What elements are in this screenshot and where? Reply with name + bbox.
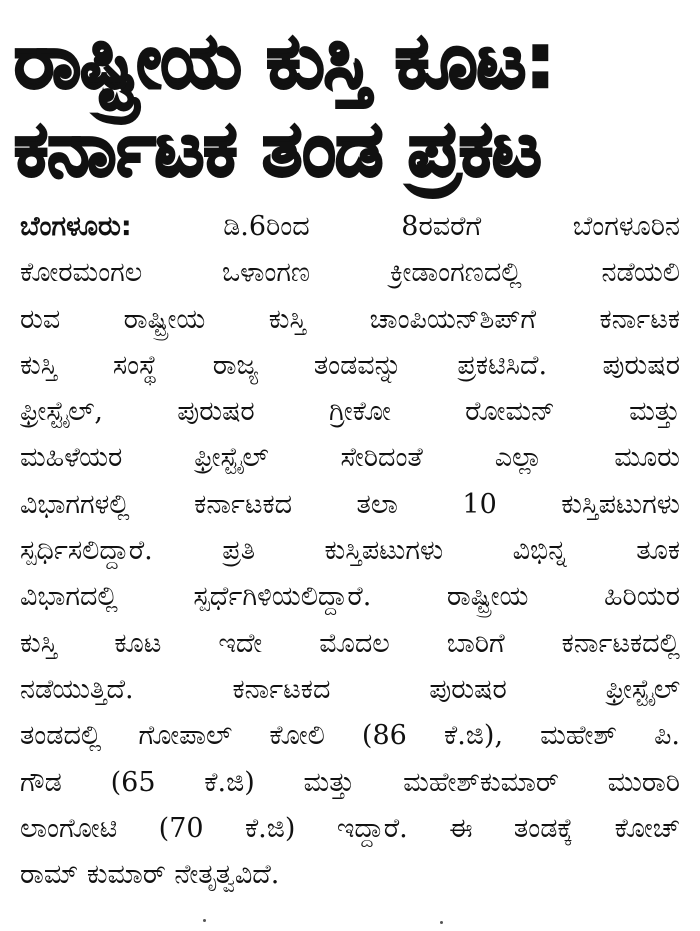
article-line: ಕುಸ್ತಿ ಸಂಸ್ಥೆ ರಾಜ್ಯ ತಂಡವನ್ನು ಪ್ರಕಟಿಸಿದೆ. ಪುರುಷರ — [20, 349, 680, 381]
dateline: ಬೆಂಗಳೂರು: — [20, 211, 132, 242]
article-line: ವಿಭಾಗದಲ್ಲಿ ಸ್ಪರ್ಧೆಗಿಳಿಯಲಿದ್ದಾರೆ. ರಾಷ್ಟ್ರೀಯ ಹಿರಿಯರ — [20, 581, 680, 613]
article-line: ನಡೆಯುತ್ತಿದೆ. ಕರ್ನಾಟಕದ ಪುರುಷರ ಫ್ರೀಸ್ಟೈಲ್ — [20, 673, 680, 705]
headline-line-1: ರಾಷ್ಟ್ರೀಯ ಕುಸ್ತಿ ಕೂಟ: — [14, 16, 555, 105]
article-line: ಸ್ಪರ್ಧಿಸಲಿದ್ದಾರೆ. ಪ್ರತಿ ಕುಸ್ತಿಪಟುಗಳು ವಿಭಿನ್ನ ತೂಕ — [20, 535, 680, 567]
article-line: ಲಾಂಗೋಟಿ (70 ಕೆ.ಜಿ) ಇದ್ದಾರೆ. ಈ ತಂಡಕ್ಕೆ ಕೋಚ್ — [20, 812, 680, 844]
article-line: ರುವ ರಾಷ್ಟ್ರೀಯ ಕುಸ್ತಿ ಚಾಂಪಿಯನ್‌ಶಿಪ್‌ಗೆ ಕರ್ನಾಟಕ — [20, 303, 680, 335]
article-line — [20, 204, 680, 250]
article-line: ಮಹಿಳೆಯರ ಫ್ರೀಸ್ಟೈಲ್ ಸೇರಿದಂತೆ ಎಲ್ಲಾ ಮೂರು — [20, 442, 680, 474]
article-line: ಕೋರಮಂಗಲ ಒಳಾಂಗಣ ಕ್ರೀಡಾಂಗಣದಲ್ಲಿ ನಡೆಯಲಿ — [20, 257, 680, 289]
article-line-text: ಡಿ.6ರಿಂದ 8ರವರೆಗೆ ಬೆಂಗಳೂರಿನ — [223, 211, 680, 242]
article-line: ವಿಭಾಗಗಳಲ್ಲಿ ಕರ್ನಾಟಕದ ತಲಾ 10 ಕುಸ್ತಿಪಟುಗಳು — [20, 488, 680, 520]
article-line: ಫ್ರೀಸ್ಟೈಲ್, ಪುರುಷರ ಗ್ರೀಕೋ ರೋಮನ್ ಮತ್ತು — [20, 396, 680, 428]
article-line: ಗೌಡ (65 ಕೆ.ಜಿ) ಮತ್ತು ಮಹೇಶ್‌ಕುಮಾರ್ ಮುರಾರಿ — [20, 766, 680, 798]
print-speck — [440, 921, 443, 924]
headline-line-2: ಕರ್ನಾಟಕ ತಂಡ ಪ್ರಕಟ — [14, 104, 541, 193]
article-line: ರಾಮ್ ಕುಮಾರ್ ನೇತೃತ್ವವಿದೆ. — [20, 859, 280, 891]
article-line: ಕುಸ್ತಿ ಕೂಟ ಇದೇ ಮೊದಲ ಬಾರಿಗೆ ಕರ್ನಾಟಕದಲ್ಲಿ — [20, 627, 680, 659]
article-line: ತಂಡದಲ್ಲಿ ಗೋಪಾಲ್ ಕೋಲಿ (86 ಕೆ.ಜಿ), ಮಹೇಶ್ ಪಿ. — [20, 720, 680, 752]
print-speck — [203, 919, 206, 922]
article-body — [20, 204, 680, 898]
